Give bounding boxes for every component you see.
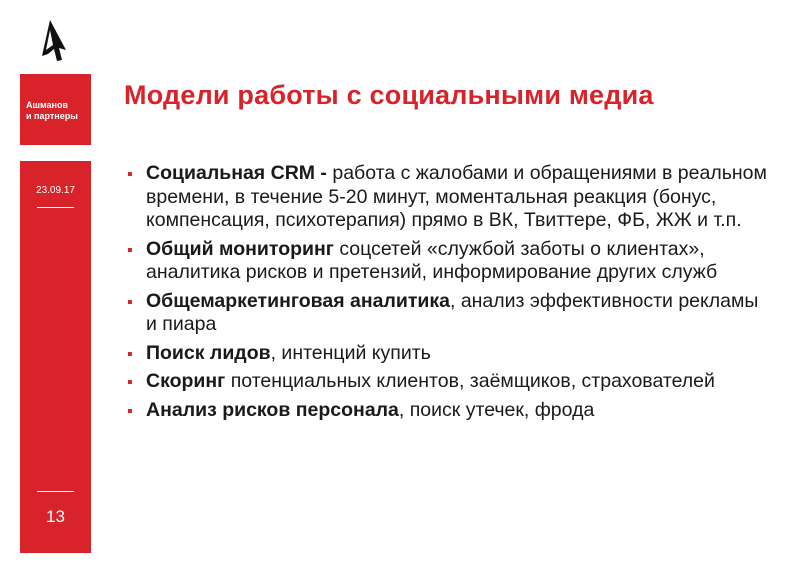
list-item: [127, 162, 767, 233]
slide-date: 23.09.17: [36, 185, 75, 196]
brand-name-line2: и партнеры: [26, 111, 78, 121]
bullet-list: [127, 162, 767, 427]
divider: [37, 207, 74, 208]
list-item: [127, 399, 767, 423]
slide-title: Модели работы с социальными медиа: [124, 80, 654, 110]
bullet-square-icon: ▪: [127, 293, 133, 311]
ashmanov-arrow-logo-icon: [36, 16, 72, 62]
bullet-square-icon: ▪: [127, 241, 133, 259]
bullet-bold: Анализ рисков персонала: [146, 398, 399, 421]
bullet-square-icon: ▪: [127, 374, 133, 391]
bullet-bold: Социальная CRM -: [146, 162, 333, 184]
bullet-square-icon: ▪: [127, 345, 133, 363]
side-bar: [20, 161, 91, 553]
bullet-bold: Поиск лидов: [146, 341, 271, 364]
bullet-text: , анализ эффективности рекламы и пиара: [146, 289, 759, 335]
bullet-text: работа с жалобами и обращениями в реальном времени, в течение 5-20 минут, моментальная реакция (бонус, компенсация, психотерапия) прямо в ВК, Твиттере, ФБ, ЖЖ и т.п.: [146, 162, 767, 231]
bullet-square-icon: ▪: [127, 402, 133, 420]
bullet-text: потенциальных клиентов, заёмщиков, страхователей: [225, 370, 715, 392]
list-item: [127, 370, 767, 394]
bullet-bold: Скоринг: [146, 370, 226, 392]
bullet-bold: Общемаркетинговая аналитика: [146, 289, 450, 312]
list-item: [127, 238, 767, 285]
list-item: [127, 342, 767, 366]
bullet-text: , поиск утечек, фрода: [398, 398, 595, 421]
brand-name-line1: Ашманов: [26, 100, 69, 110]
list-item: [127, 290, 767, 337]
divider: [37, 491, 74, 492]
bullet-text: соцсетей «службой заботы о клиентах», аналитика рисков и претензий, информирование других служб: [146, 237, 718, 283]
page-number: 13: [46, 507, 65, 526]
bullet-bold: Общий мониторинг: [146, 237, 334, 260]
bullet-square-icon: ▪: [127, 166, 133, 183]
brand-box: [20, 74, 91, 145]
bullet-text: , интенций купить: [270, 341, 431, 364]
